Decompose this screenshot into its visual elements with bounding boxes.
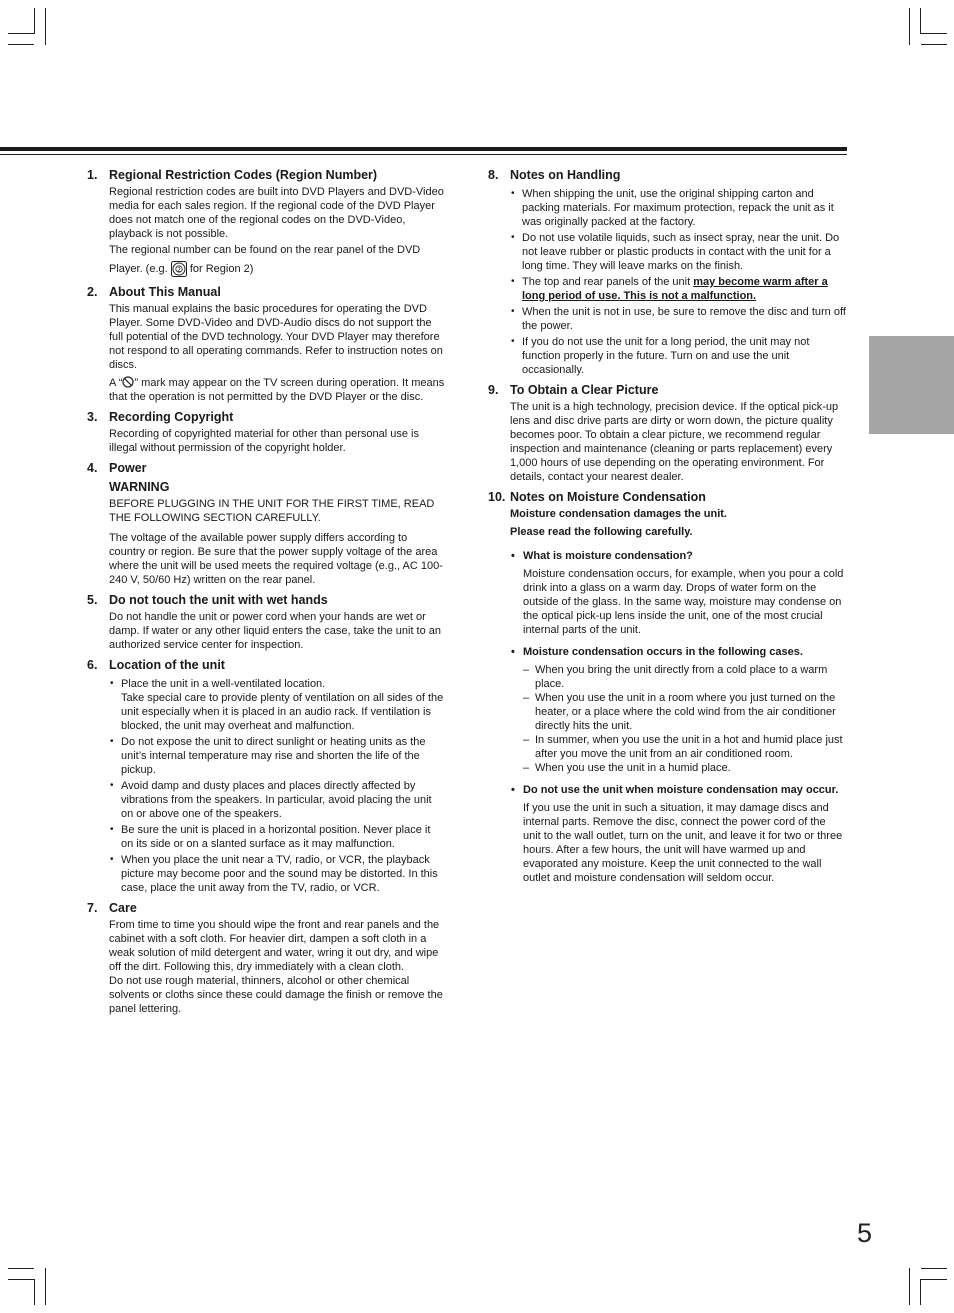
page-number: 5: [857, 1218, 873, 1248]
section-title: Care: [109, 901, 137, 915]
list-item: – When you use the unit in a humid place.: [523, 761, 846, 775]
crop-mark: [34, 8, 35, 34]
block-title: What is moisture condensation?: [523, 550, 693, 562]
block-title: Moisture condensation occurs in the following cases.: [523, 646, 803, 658]
crop-mark: [921, 33, 947, 34]
warning-text: BEFORE PLUGGING IN THE UNIT FOR THE FIRST TIME, READ THE FOLLOWING SECTION CAREFULLY.: [109, 498, 435, 524]
section-care: [87, 901, 445, 1016]
list-item: [510, 275, 846, 303]
bullet-list: [510, 187, 846, 377]
header-rule: [0, 147, 847, 151]
section-number: 2.: [87, 285, 98, 299]
crop-mark: [45, 8, 46, 45]
prohibited-icon: [122, 376, 134, 388]
list-item: • When the unit is not in use, be sure to remove the disc and turn off the power.: [510, 305, 846, 333]
list-item: [109, 677, 445, 733]
section-number: 7.: [87, 901, 98, 915]
warning-title: WARNING: [109, 480, 170, 494]
paragraph: From time to time you should wipe the front and rear panels and the cabinet with a soft cloth. For heavier dirt, dampen a soft cloth in a weak solution of mild detergent and water, wring it out dry, and wipe off the dirt. Following this, dry immediately with a clean cloth.: [109, 919, 440, 973]
section-handling: [488, 168, 846, 377]
section-recording-copyright: [87, 410, 445, 455]
bullet-mark: •: [511, 550, 515, 562]
section-about-manual: [87, 285, 445, 404]
section-title: Do not touch the unit with wet hands: [109, 593, 328, 607]
section-clear-picture: [488, 383, 846, 484]
bullet-list: [109, 677, 445, 895]
bullet-mark: •: [511, 646, 515, 658]
section-number: 8.: [488, 168, 499, 182]
crop-mark: [921, 1279, 947, 1280]
paragraph: If you use the unit in such a situation, it may damage discs and internal parts. Remove the disc, connect the power cord of the unit to the wall outlet, turn on the unit, and leave it for two or three hours. After a few hours, the unit will have warmed up and evaporated any moisture. Keep the unit connected to the wall outlet and moisture condensation will seldom occur.: [523, 802, 843, 884]
list-item: • When shipping the unit, use the original shipping carton and packing materials. For maximum protection, repack the unit as it was originally packed at the factory.: [510, 187, 846, 229]
moisture-block: [510, 645, 846, 775]
block-title: Do not use the unit when moisture condensation may occur.: [523, 784, 839, 796]
section-title: To Obtain a Clear Picture: [510, 383, 659, 397]
crop-mark: [8, 44, 34, 45]
section-power: [87, 461, 445, 587]
section-tab: [869, 336, 954, 434]
list-item-text: Place the unit in a well-ventilated location.: [121, 678, 326, 690]
paragraph-text: The regional number can be found on the rear panel of the DVD Player. (e.g.: [109, 244, 421, 275]
subtitle: Moisture condensation damages the unit.: [510, 508, 727, 520]
section-title: Notes on Moisture Condensation: [510, 490, 706, 504]
section-number: 5.: [87, 593, 98, 607]
moisture-block: [510, 783, 846, 885]
crop-mark: [45, 1268, 46, 1305]
crop-mark: [909, 1268, 910, 1305]
crop-mark: [920, 1279, 921, 1305]
list-item: • If you do not use the unit for a long period, the unit may not function properly in the future. Turn on and use the unit occasionally.: [510, 335, 846, 377]
section-title: Power: [109, 461, 147, 475]
list-item: – When you use the unit in a room where you just turned on the heater, or a place where the cold wind from the air conditioner directly hits the unit.: [523, 691, 846, 733]
emphasis-text: may become warm after a long period of use. This is not a malfunction.: [522, 276, 828, 302]
section-title: Notes on Handling: [510, 168, 621, 182]
list-item: – In summer, when you use the unit in a hot and humid place just after you move the unit from an air conditioned room.: [523, 733, 846, 761]
section-title: Recording Copyright: [109, 410, 234, 424]
bullet-mark: •: [511, 784, 515, 796]
list-item: • Avoid damp and dusty places and places directly affected by vibrations from the speakers. In particular, avoid placing the unit on or above one of the speakers.: [109, 779, 445, 821]
list-item: • When you place the unit near a TV, radio, or VCR, the playback picture may become poor and the sound may be distorted. In this case, place the unit away from the TV, radio, or VCR.: [109, 853, 445, 895]
region-2-icon: [171, 261, 187, 277]
section-title: About This Manual: [109, 285, 221, 299]
section-title: Location of the unit: [109, 658, 225, 672]
right-column: [488, 168, 846, 893]
paragraph: Recording of copyrighted material for other than personal use is illegal without permission of the copyright holder.: [109, 428, 420, 454]
section-number: 3.: [87, 410, 98, 424]
paragraph-text: for Region 2): [189, 263, 254, 275]
moisture-block: [510, 549, 846, 637]
section-number: 6.: [87, 658, 98, 672]
list-item-text: Take special care to provide plenty of ventilation on all sides of the unit especially when it is placed in an audio rack. If ventilation is blocked, the unit may overheat and malfunction.: [121, 692, 444, 732]
crop-mark: [8, 1268, 34, 1269]
crop-mark: [909, 8, 910, 45]
paragraph: [109, 376, 445, 404]
section-number: 10.: [488, 490, 506, 504]
paragraph: The unit is a high technology, precision device. If the optical pick-up lens and disc drive parts are dirty or worn down, the picture quality becomes poor. To obtain a clear picture, we recommend regular inspection and maintenance (cleaning or parts replacement) every 1,000 hours of use depending on the operating environment. For details, contact your nearest dealer.: [510, 401, 839, 483]
crop-mark: [34, 1279, 35, 1305]
section-wet-hands: [87, 593, 445, 652]
list-item: • Do not use volatile liquids, such as insect spray, near the unit. Do not leave rubber or plastic products in contact with the unit for a long time. They will leave marks on the finish.: [510, 231, 846, 273]
paragraph-text: ” mark may appear on the TV screen during operation. It means that the operation is not permitted by the DVD Player or the disc.: [109, 377, 445, 403]
paragraph: This manual explains the basic procedures for operating the DVD Player. Some DVD-Video and DVD-Audio discs do not support the full potential of the DVD technology. Your DVD Player may therefore not respond to all operating commands. Refer to instruction notes on discs.: [109, 303, 443, 371]
dash-list: [523, 663, 846, 775]
section-title: Regional Restriction Codes (Region Number): [109, 168, 378, 182]
svg-text:2: 2: [176, 266, 181, 274]
list-item: • Do not expose the unit to direct sunlight or heating units as the unit’s internal temperature may rise and shorten the life of the pickup.: [109, 735, 445, 777]
paragraph: Moisture condensation occurs, for example, when you pour a cold drink into a glass on a warm day. Drops of water form on the outside of the glass. In the same way, moisture may condense on the optical pick-up lens inside the unit, one of the most crucial internal parts of the unit.: [523, 568, 844, 636]
header-rule-thin: [0, 154, 847, 155]
crop-mark: [921, 44, 947, 45]
paragraph: [109, 241, 445, 279]
paragraph: Do not handle the unit or power cord when your hands are wet or damp. If water or any other liquid enters the case, take the unit to an authorized service center for inspection.: [109, 611, 442, 651]
section-number: 4.: [87, 461, 98, 475]
section-number: 1.: [87, 168, 98, 182]
paragraph: Do not use rough material, thinners, alcohol or other chemical solvents or cloths since these could damage the finish or remove the panel lettering.: [109, 975, 443, 1015]
section-moisture: [488, 490, 846, 885]
paragraph-text: A “: [109, 377, 123, 389]
crop-mark: [921, 1268, 947, 1269]
crop-mark: [8, 33, 34, 34]
list-item: • Be sure the unit is placed in a horizontal position. Never place it on its side or on a slanted surface as it may malfunction.: [109, 823, 445, 851]
list-item: – When you bring the unit directly from a cold place to a warm place.: [523, 663, 846, 691]
paragraph: The voltage of the available power supply differs according to country or region. Be sure that the power supply voltage of the area where the unit will be used meets the required voltage (e.g., AC 100-240 V, 50/60 Hz) written on the rear panel.: [109, 532, 443, 586]
crop-mark: [920, 8, 921, 34]
list-item-text: The top and rear panels of the unit: [522, 276, 694, 288]
paragraph: Regional restriction codes are built into DVD Players and DVD-Video media for each sales region. If the regional code of the DVD Player does not match one of the regional codes on the DVD-Video, playback is not possible.: [109, 186, 444, 240]
section-location: [87, 658, 445, 895]
subtitle: Please read the following carefully.: [510, 526, 693, 538]
crop-mark: [8, 1279, 34, 1280]
section-number: 9.: [488, 383, 499, 397]
section-regional-codes: [87, 168, 445, 279]
left-column: [87, 168, 445, 1020]
